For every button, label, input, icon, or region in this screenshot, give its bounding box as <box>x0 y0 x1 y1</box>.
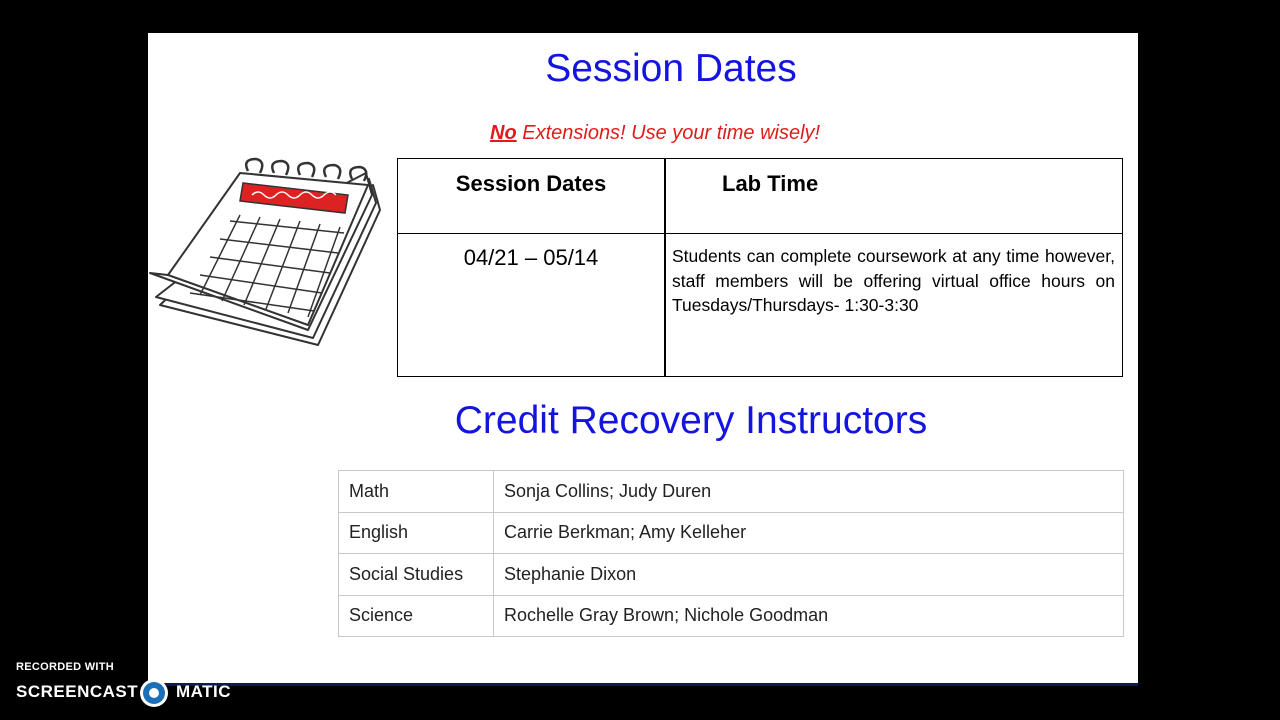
instructor-cell: Rochelle Gray Brown; Nichole Goodman <box>494 595 1124 637</box>
instructor-cell: Sonja Collins; Judy Duren <box>494 471 1124 513</box>
table-row <box>339 512 1124 554</box>
instructor-cell: Stephanie Dixon <box>494 554 1124 596</box>
session-table <box>397 158 1123 377</box>
table-row <box>339 471 1124 513</box>
header-lab-time: Lab Time <box>722 171 819 196</box>
subject-cell: Social Studies <box>339 554 494 596</box>
page-title: Session Dates <box>545 47 797 90</box>
record-icon <box>137 678 171 708</box>
watermark-brand-left: SCREENCAST <box>16 682 139 701</box>
notice-emphasis: No <box>490 122 517 144</box>
lab-time-value: Students can complete coursework at any time however, staff members will be offering virtual office hours on Tuesdays/Thursdays- 1:30-3:30 <box>672 246 1115 315</box>
watermark-caption: RECORDED WITH <box>16 661 115 673</box>
instructor-cell: Carrie Berkman; Amy Kelleher <box>494 512 1124 554</box>
subject-cell: Science <box>339 595 494 637</box>
notice-text <box>490 122 820 145</box>
subject-cell: Math <box>339 471 494 513</box>
table-row <box>339 595 1124 637</box>
table-divider <box>664 159 666 376</box>
screencast-watermark <box>16 661 232 701</box>
session-dates-value: 04/21 – 05/14 <box>463 245 599 270</box>
header-session-dates: Session Dates <box>455 171 607 196</box>
session-table-row <box>398 234 1122 375</box>
table-row <box>339 554 1124 596</box>
progress-bar <box>148 683 1138 686</box>
instructors-table <box>338 470 1124 637</box>
calendar-icon <box>148 155 388 350</box>
subject-cell: English <box>339 512 494 554</box>
session-table-header <box>398 159 1122 234</box>
slide <box>148 33 1138 685</box>
watermark-brand <box>16 678 256 708</box>
watermark-brand-right: MATIC <box>176 682 232 701</box>
instructors-title: Credit Recovery Instructors <box>454 399 928 442</box>
notice-message: Extensions! Use your time wisely! <box>516 122 821 144</box>
